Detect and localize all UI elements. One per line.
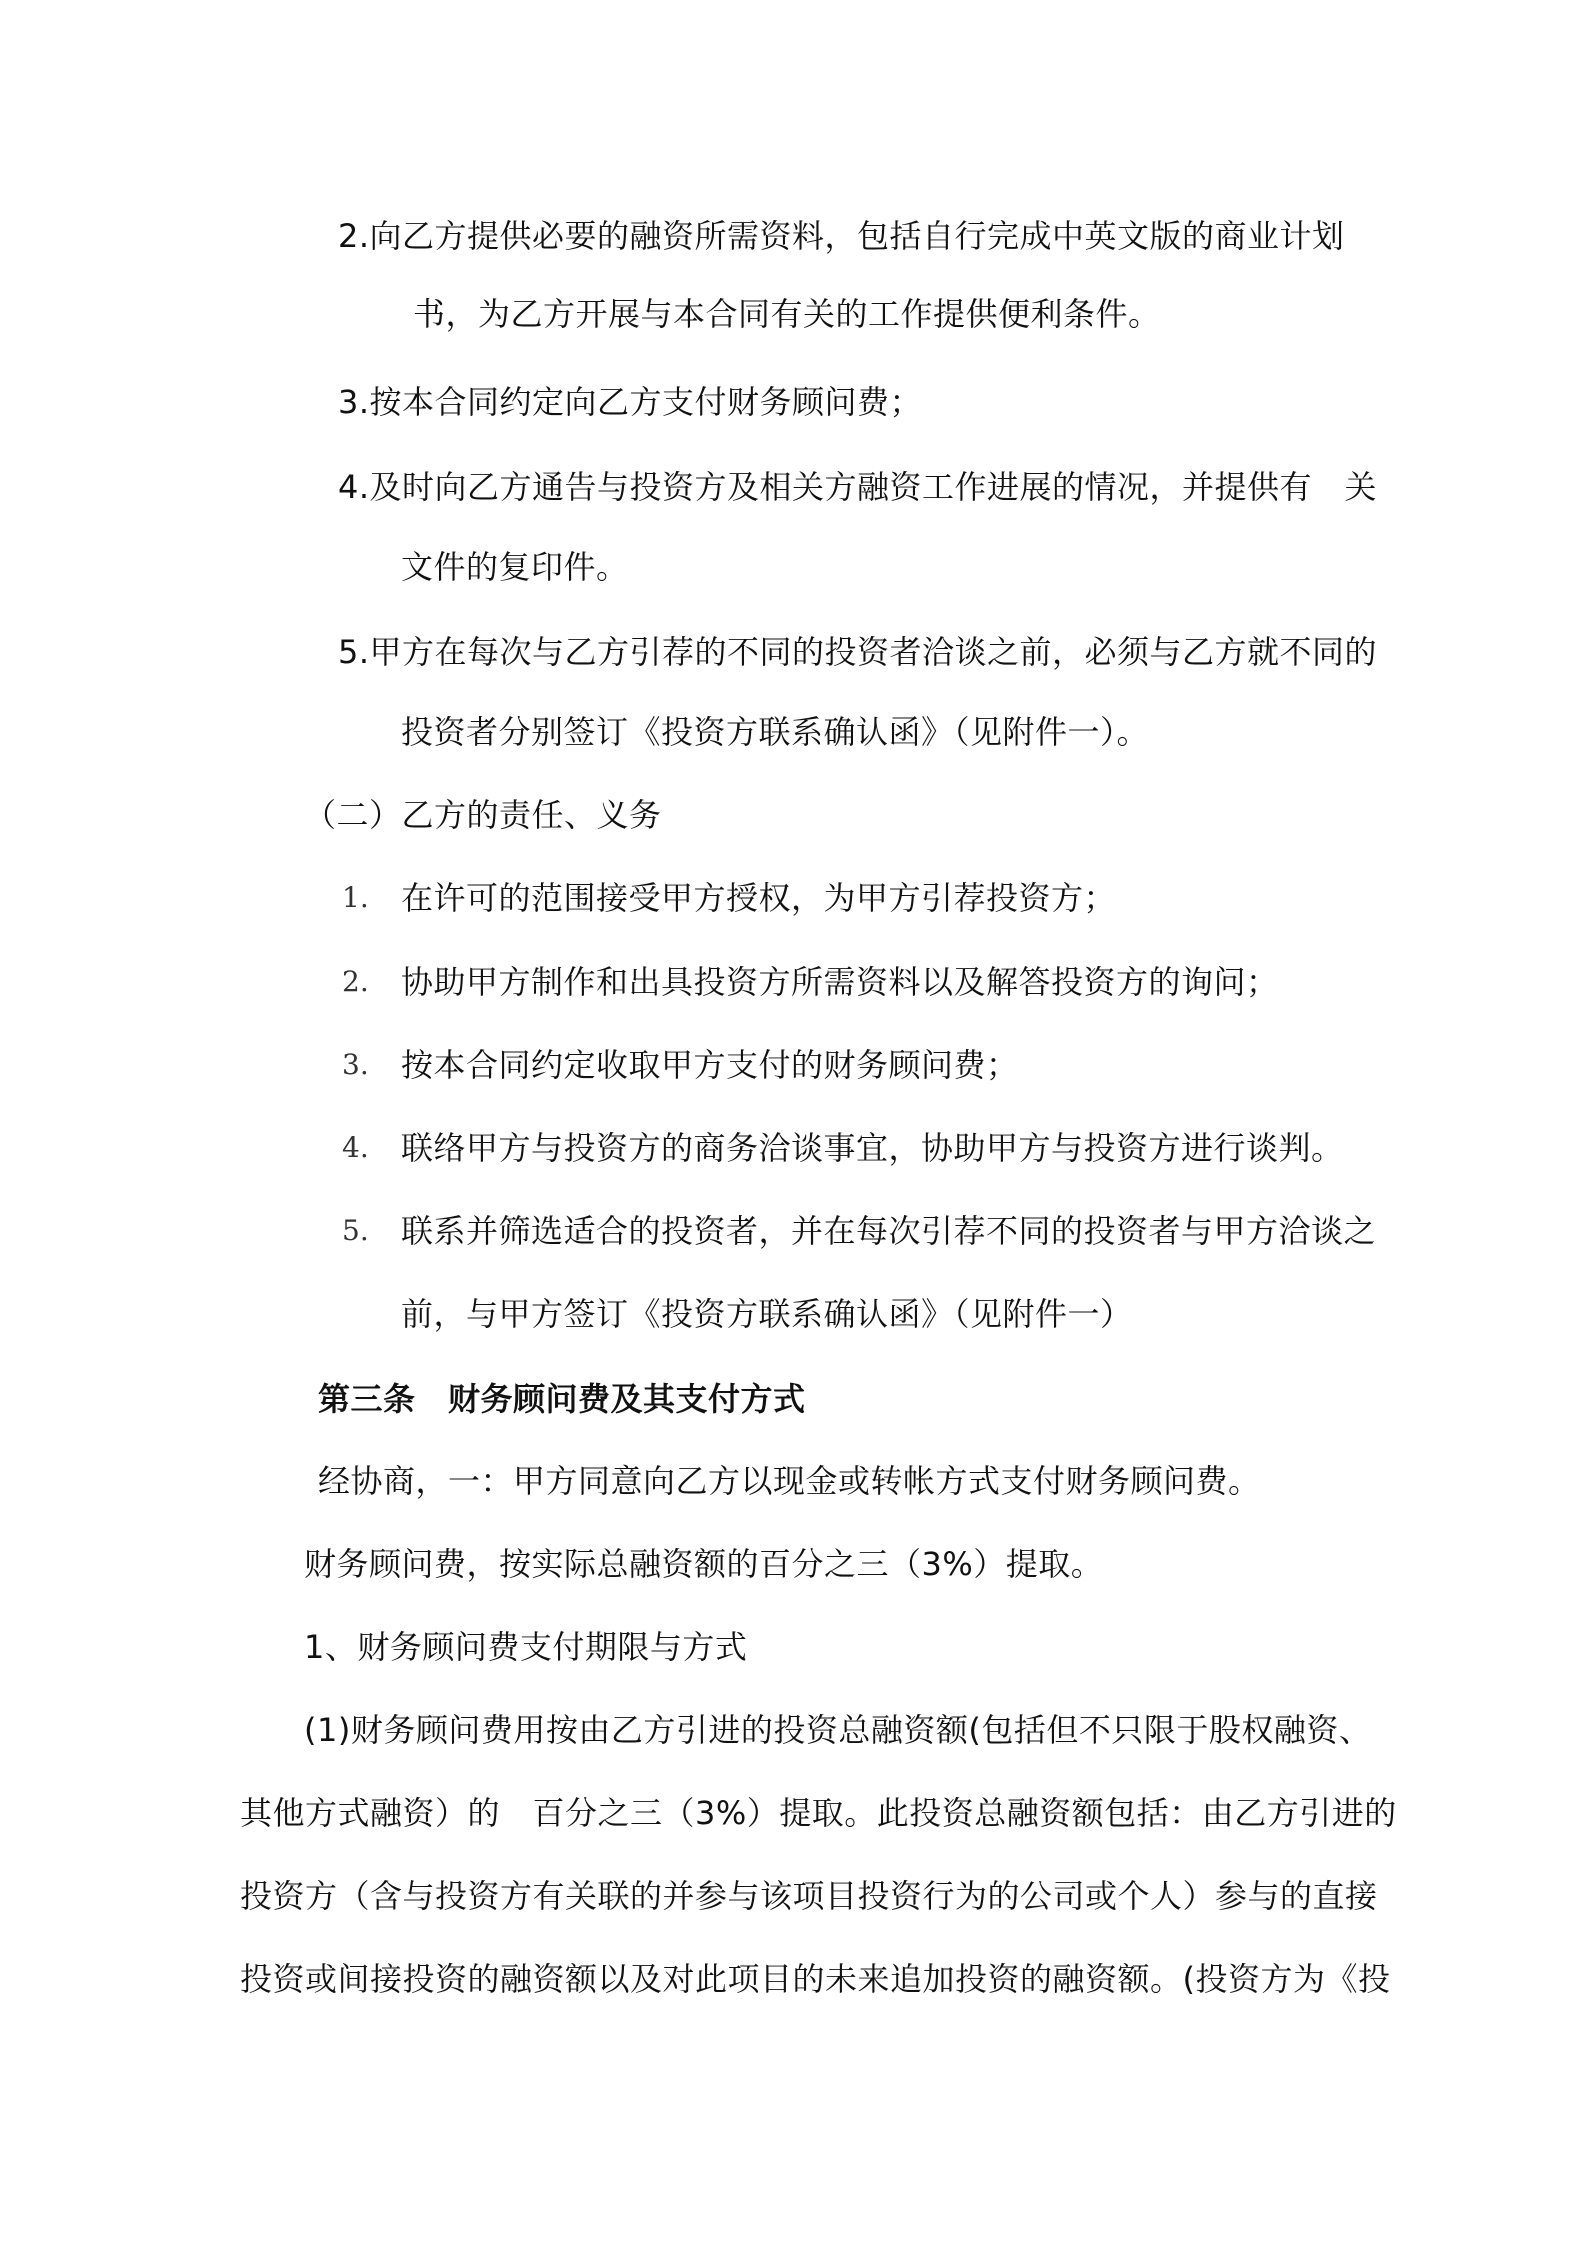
- list-item-number: 5.: [342, 1214, 369, 1247]
- article-3-paragraph-2: 财务顾问费，按实际总融资额的百分之三（3%）提取。: [304, 1545, 1104, 1583]
- list-item-number: 3.: [342, 1048, 369, 1081]
- article-3-paragraph-1: 经协商，一：甲方同意向乙方以现金或转帐方式支付财务顾问费。: [318, 1462, 1261, 1500]
- party-a-item-2-line-2: 书，为乙方开展与本合同有关的工作提供便利条件。: [413, 295, 1161, 333]
- list-item-text: 在许可的范围接受甲方授权，为甲方引荐投资方；: [401, 879, 1117, 917]
- list-item-text: 联系并筛选适合的投资者，并在每次引荐不同的投资者与甲方洽谈之: [401, 1212, 1377, 1250]
- party-a-item-4-line-2: 文件的复印件。: [401, 548, 629, 586]
- paragraph-line: 其他方式融资）的 百分之三（3%）提取。此投资总融资额包括：由乙方引进的: [240, 1794, 1397, 1832]
- list-item-number: 1.: [342, 881, 369, 914]
- article-3-heading: 第三条 财务顾问费及其支付方式: [318, 1380, 806, 1418]
- party-a-item-3: 3.按本合同约定向乙方支付财务顾问费；: [338, 383, 923, 421]
- paragraph-line: 投资方（含与投资方有关联的并参与该项目投资行为的公司或个人）参与的直接: [240, 1877, 1378, 1915]
- paragraph-line: 投资或间接投资的融资额以及对此项目的未来追加投资的融资额。(投资方为《投: [240, 1960, 1391, 1998]
- list-item-number: 4.: [342, 1131, 369, 1164]
- party-b-heading: （二）乙方的责任、义务: [304, 796, 662, 834]
- party-a-item-4-line-1: 4.及时向乙方通告与投资方及相关方融资工作进展的情况，并提供有 关: [338, 468, 1378, 506]
- party-a-item-5-line-2: 投资者分别签订《投资方联系确认函》（见附件一）。: [401, 713, 1150, 751]
- paragraph-line: (1)财务顾问费用按由乙方引进的投资总融资额(包括但不只限于股权融资、: [304, 1711, 1372, 1749]
- party-b-item-5-line-2: 前，与甲方签订《投资方联系确认函》（见附件一）: [401, 1295, 1133, 1333]
- party-a-item-5-line-1: 5.甲方在每次与乙方引荐的不同的投资者洽谈之前，必须与乙方就不同的: [338, 633, 1378, 671]
- list-item-text: 联络甲方与投资方的商务洽谈事宜，协助甲方与投资方进行谈判。: [401, 1129, 1344, 1167]
- party-a-item-2-line-1: 2.向乙方提供必要的融资所需资料，包括自行完成中英文版的商业计划: [338, 217, 1345, 255]
- list-item-number: 2.: [342, 965, 369, 998]
- list-item-text: 按本合同约定收取甲方支付的财务顾问费；: [401, 1046, 1019, 1084]
- list-item-text: 协助甲方制作和出具投资方所需资料以及解答投资方的询问；: [401, 963, 1279, 1001]
- article-3-subheading-1: 1、财务顾问费支付期限与方式: [304, 1628, 748, 1666]
